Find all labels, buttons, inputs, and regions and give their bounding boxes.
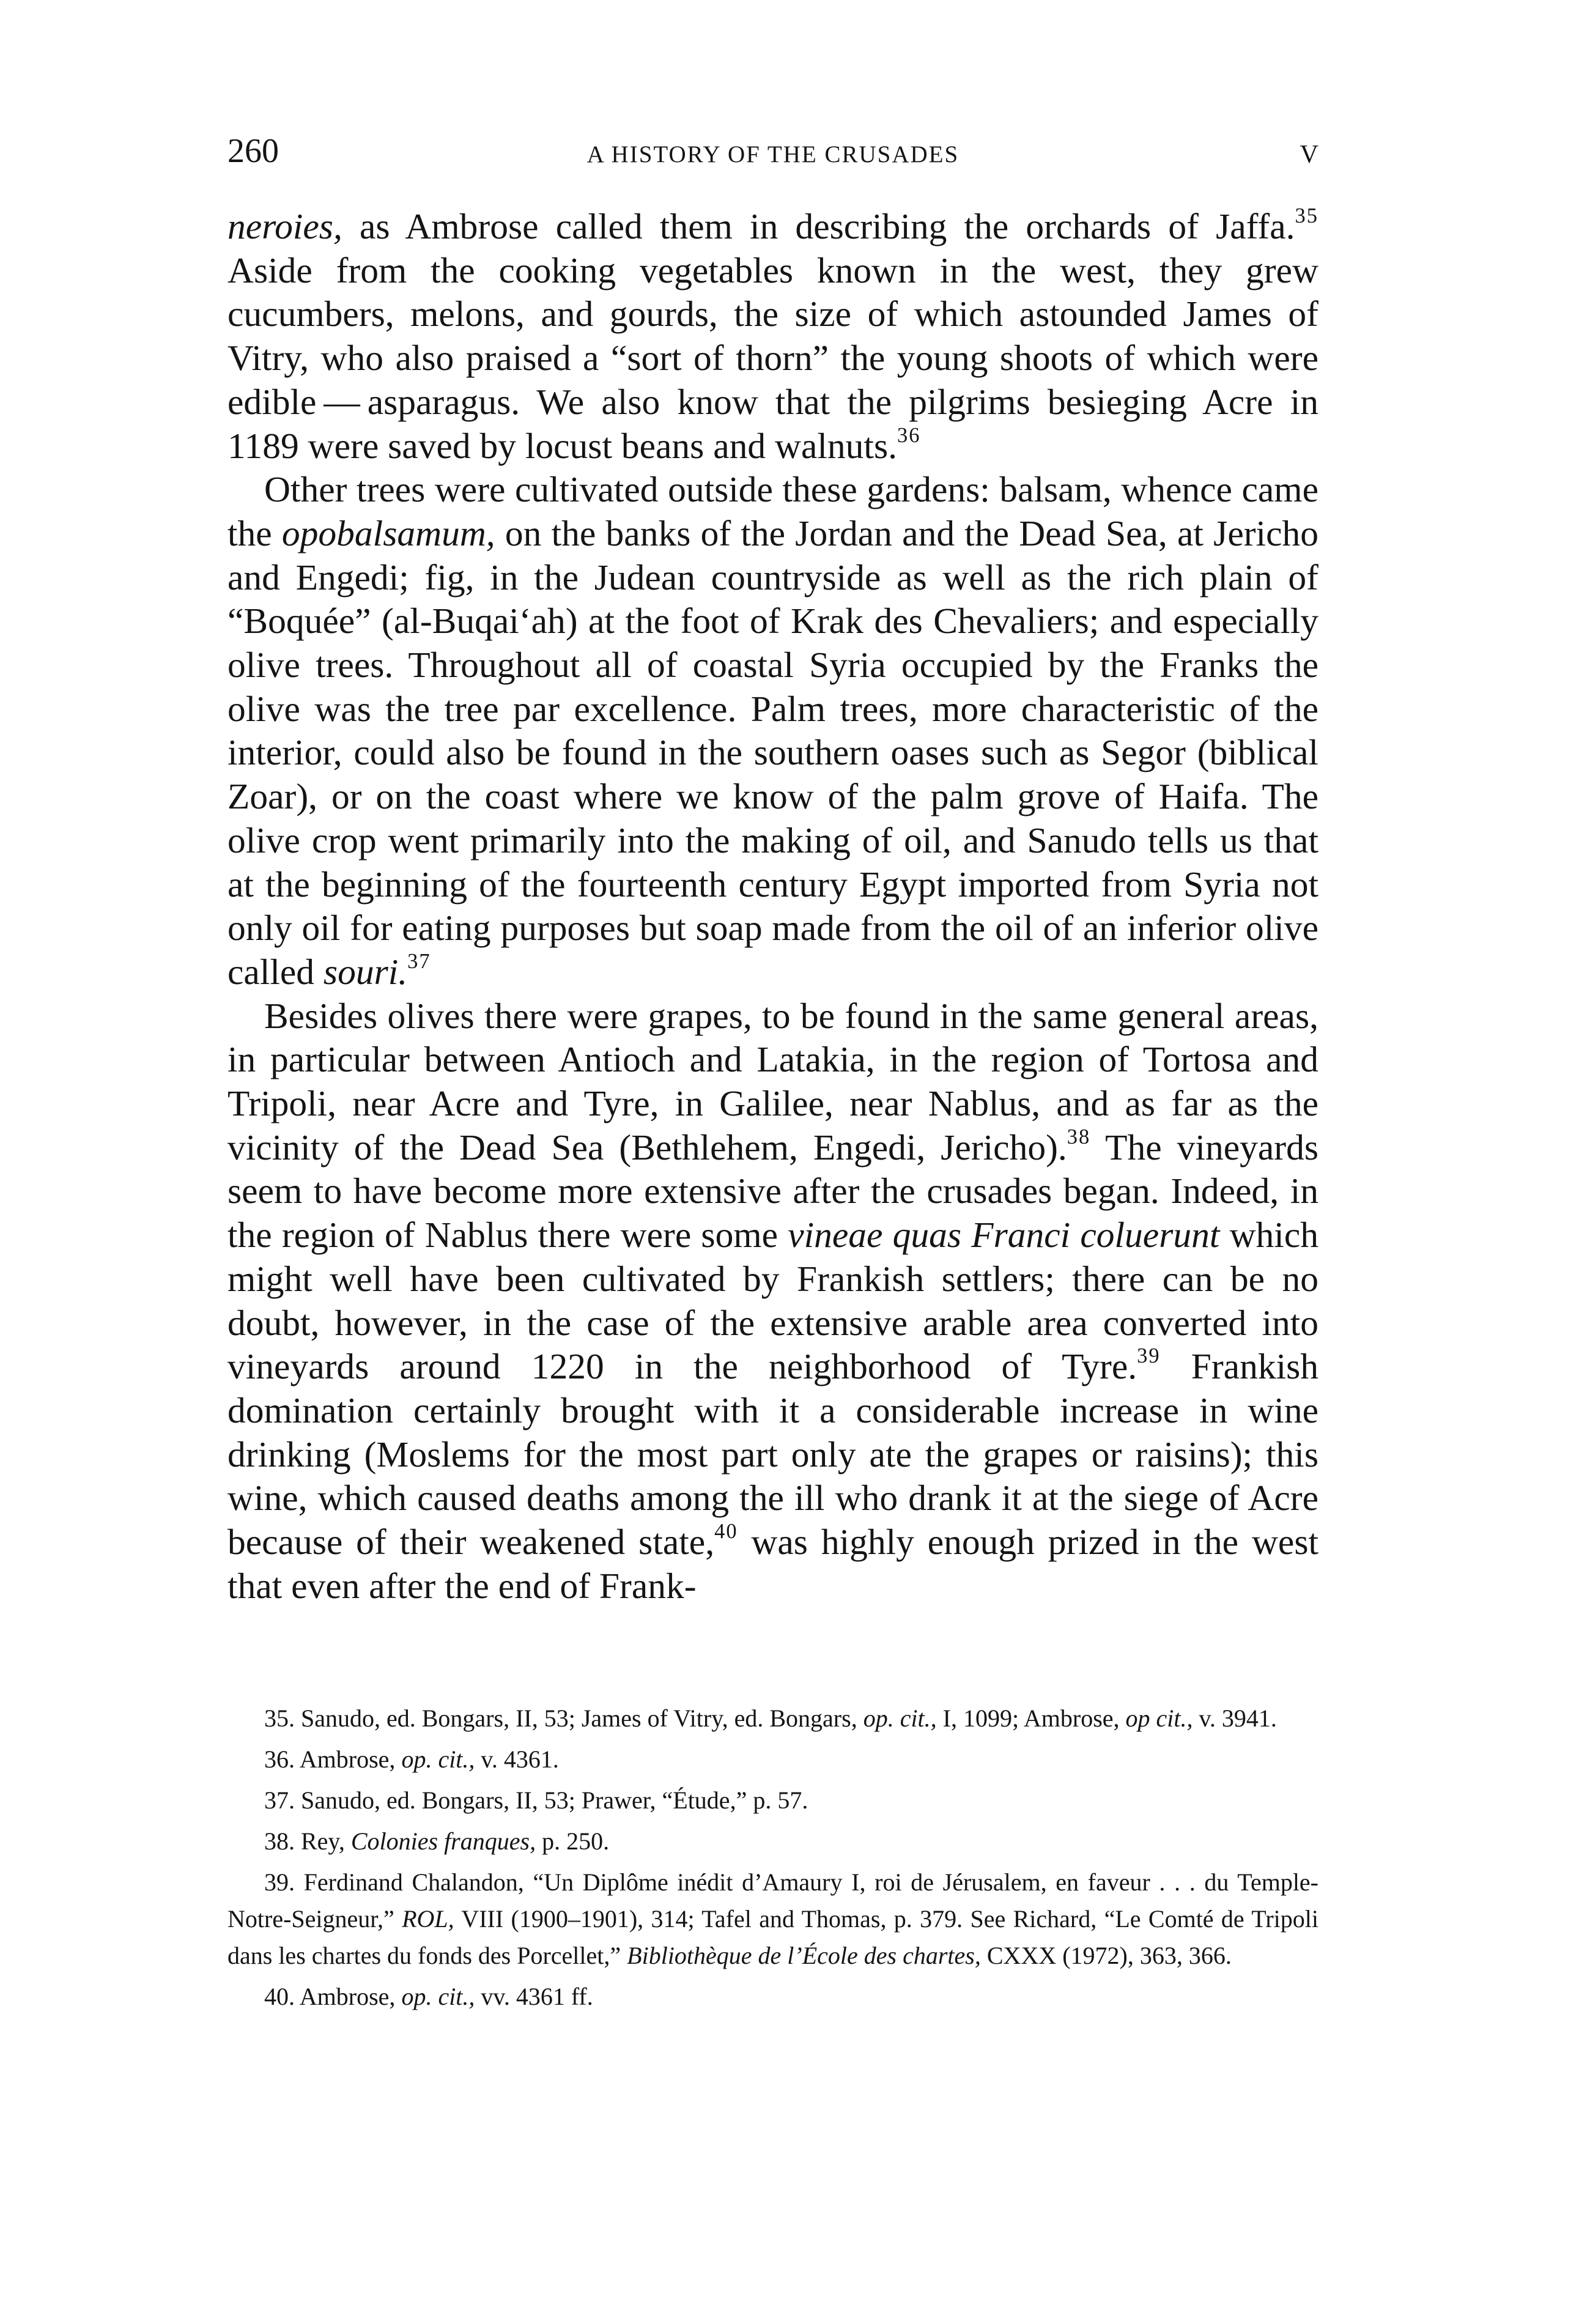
text-span: 35. Sanudo, ed. Bongars, II, 53; James of Vitry, ed. Bongars, bbox=[264, 1704, 863, 1732]
text-span: 39. Ferdinand Chalandon, “Un Diplôme inédit d’Amaury I, roi de Jérusalem, en faveur . . . du Temple-Notre-Seigneur,” bbox=[227, 1868, 1318, 1933]
footnote-35 bbox=[227, 1700, 1318, 1737]
text-span: 40. Ambrose, bbox=[264, 1983, 402, 2010]
text-span: Frankish domination certainly brought with it a considerable increase in wine drinking (Moslems for the most part only ate the grapes or raisins); this wine, which caused deaths among the ill who drank it at the siege of Acre because of their weakened state, bbox=[227, 1346, 1319, 1563]
text-span: I, 1099; Ambrose, bbox=[936, 1704, 1126, 1732]
paragraph-1 bbox=[227, 205, 1318, 468]
text-span: Colonies franques, bbox=[350, 1827, 536, 1855]
text-span: 37. Sanudo, ed. Bongars, II, 53; Prawer, “Étude,” p. 57. bbox=[264, 1786, 808, 1814]
footnote-37 bbox=[227, 1782, 1318, 1819]
text-span: Other trees were cultivated outside these gardens: balsam, whence came the bbox=[227, 469, 1318, 553]
text-span: op. cit., bbox=[401, 1983, 475, 2010]
text-span: on the banks of the Jordan and the Dead Sea, at Jericho and Engedi; fig, in the Judean countryside as well as the rich plain of “Boquée” (al-Buqai‘ah) at the foot of Krak des Chevaliers; and especially olive trees. Throughout all of coastal Syria occupied by the Franks the olive was the tree par excellence. Palm trees, more characteristic of the interior, could also be found in the southern oases such as Segor (biblical Zoar), or on the coast where we know of the palm grove of Haifa. The olive crop went primarily into the making of oil, and Sanudo tells us that at the beginning of the fourteenth century Egypt imported from Syria not only oil for eating purposes but soap made from the oil of an inferior olive called bbox=[227, 513, 1318, 992]
footnote-ref: 40 bbox=[714, 1520, 738, 1544]
text-span: souri. bbox=[323, 951, 408, 992]
text-span: op cit., bbox=[1125, 1704, 1193, 1732]
body-text bbox=[227, 205, 1318, 1608]
paragraph-2 bbox=[227, 468, 1318, 994]
running-title: A HISTORY OF THE CRUSADES bbox=[586, 141, 960, 168]
footnote-ref: 35 bbox=[1295, 204, 1318, 228]
footnote-39 bbox=[227, 1864, 1318, 1974]
part-number: V bbox=[1300, 141, 1318, 169]
running-header bbox=[227, 130, 1318, 172]
text-span: The vineyards seem to have become more extensive after the crusades began. Indeed, in the region of Nablus there were some bbox=[227, 1127, 1318, 1256]
footnote-ref: 36 bbox=[897, 423, 921, 447]
text-span: CXXX (1972), 363, 366. bbox=[980, 1942, 1232, 1969]
text-span: v. 3941. bbox=[1192, 1704, 1277, 1732]
text-span: 36. Ambrose, bbox=[264, 1745, 402, 1773]
text-span: was highly enough prized in the west that even after the end of Frank- bbox=[227, 1522, 1319, 1606]
text-span: which might well have been cultivated by Frankish settlers; there can be no doubt, however, in the case of the extensive arable area converted into vineyards around 1220 in the neighborhood of Tyre. bbox=[227, 1215, 1318, 1387]
text-span: neroies, bbox=[227, 206, 342, 246]
text-span: Aside from the cooking vegetables known in the west, they grew cucumbers, melons, and gourds, the size of which astounded James of Vitry, who also praised a “sort of thorn” the young shoots of which were edible — asparagus. We also know that the pilgrims besieging Acre in 1189 were saved by locust beans and walnuts. bbox=[227, 250, 1318, 466]
text-span: Bibliothèque de l’École des chartes, bbox=[627, 1942, 981, 1969]
footnote-36 bbox=[227, 1741, 1318, 1778]
footnotes bbox=[227, 1700, 1318, 2019]
text-span: VIII (1900–1901), 314; Tafel and Thomas, p. 379. See Richard, “Le Comté de Tripoli dans les chartes du fonds des Porcellet,” bbox=[227, 1905, 1318, 1969]
text-span: as Ambrose called them in describing the orchards of Jaffa. bbox=[342, 206, 1295, 246]
text-span: vv. 4361 ff. bbox=[475, 1983, 593, 2010]
text-span: Besides olives there were grapes, to be found in the same general areas, in particular between Antioch and Latakia, in the region of Tortosa and Tripoli, near Acre and Tyre, in Galilee, near Nablus, and as far as the vicinity of the Dead Sea (Bethlehem, Engedi, Jericho). bbox=[227, 995, 1318, 1168]
footnote-40 bbox=[227, 1978, 1318, 2015]
footnote-ref: 38 bbox=[1067, 1125, 1091, 1149]
text-span: op. cit., bbox=[863, 1704, 937, 1732]
text-span: v. 4361. bbox=[475, 1745, 559, 1773]
text-span: vineae quas Franci coluerunt bbox=[788, 1215, 1220, 1256]
text-span: op. cit., bbox=[401, 1745, 475, 1773]
text-span: p. 250. bbox=[536, 1827, 610, 1855]
page-number: 260 bbox=[227, 132, 279, 170]
text-span: 38. Rey, bbox=[264, 1827, 351, 1855]
footnote-ref: 39 bbox=[1137, 1344, 1161, 1368]
footnote-38 bbox=[227, 1823, 1318, 1860]
footnote-ref: 37 bbox=[407, 950, 431, 974]
text-span: opobalsamum, bbox=[281, 513, 495, 553]
text-span: ROL, bbox=[402, 1905, 454, 1933]
paragraph-3 bbox=[227, 994, 1318, 1608]
